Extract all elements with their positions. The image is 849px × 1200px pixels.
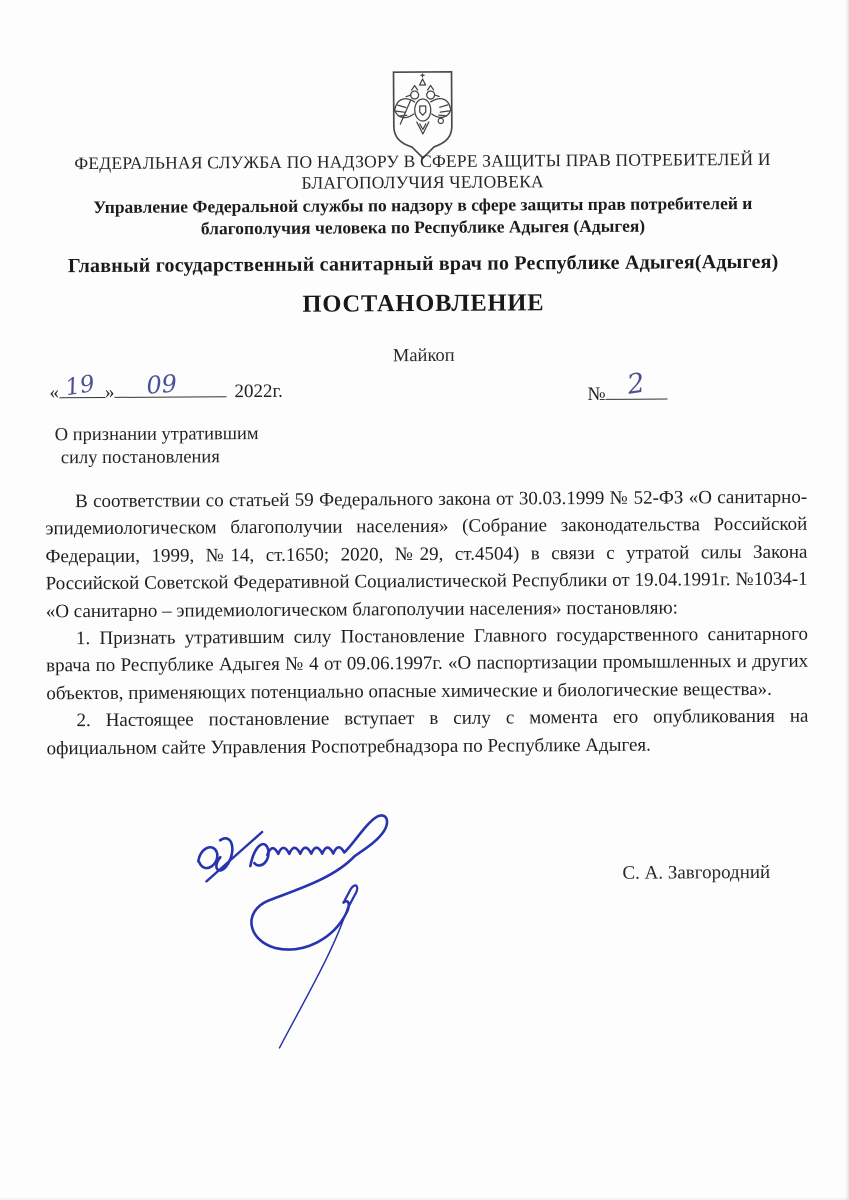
department-name-line1: Управление Федеральной службы по надзору в сфере защиты прав потребителей и xyxy=(93,192,753,218)
subject-line1: О признании утратившим xyxy=(54,424,259,446)
department-name xyxy=(0,192,848,240)
date-month-blank xyxy=(114,369,226,400)
agency-name-line1: ФЕДЕРАЛЬНАЯ СЛУЖБА ПО НАДЗОРУ В СФЕРЕ ЗАЩИТЫ ПРАВ ПОТРЕБИТЕЛЕЙ И xyxy=(74,148,771,174)
date-close-quote: » xyxy=(104,381,115,403)
document-type-title: ПОСТАНОВЛЕНИЕ xyxy=(302,289,545,318)
handwritten-day: 19 xyxy=(63,370,97,402)
signatory-name: С. А. Завгородний xyxy=(622,861,771,884)
body-paragraph-item2: 2. Настоящее постановление вступает в силу с момента его опубликования на официальном сайте Управления Роспотребнадзора по Республике Адыгея. xyxy=(46,705,809,759)
official-title: Главный государственный санитарный врач по Республике Адыгея(Адыгея) xyxy=(67,250,779,278)
signature-ink xyxy=(162,798,484,1075)
city-name: Майкоп xyxy=(392,345,455,367)
date-line xyxy=(49,369,283,404)
subject-line2: силу постановления xyxy=(60,447,220,469)
agency-name xyxy=(0,148,847,195)
handwritten-number: 2 xyxy=(625,367,647,401)
date-open-quote: « xyxy=(49,382,60,404)
number-blank xyxy=(606,367,668,401)
body-paragraph-item1: 1. Признать утратившим силу Постановление Главного государственного санитарного врача по Республике Адыгея № 4 от 09.06.1997г. «О паспортизации промышленных и других объектов, применяющих потенциально опасные химические и биологические вещества». xyxy=(46,623,809,705)
date-day-blank xyxy=(59,370,105,402)
body-paragraph-preamble: В соответствии со статьей 59 Федерального закона от 30.03.1999 № 52-ФЗ «О санитарно-эпидемиологическом благополучии населения» (Собрание законодательства Российской Федерации, 1999, №14, ст.1650; 2020, №29, ст.4504) в связи с утратой силы Закона Российской Советской Федеративной Социалистической Республики от 19.04.1991г. №1034-1 «О санитарно – эпидемиологическом благополучии населения» постановляю: xyxy=(45,486,808,622)
date-year: 2022г. xyxy=(234,380,283,403)
document-number-line xyxy=(587,367,667,406)
subject-block xyxy=(55,423,259,470)
agency-name-line2: БЛАГОПОЛУЧИЯ ЧЕЛОВЕКА xyxy=(301,171,544,193)
handwritten-month: 09 xyxy=(145,369,178,400)
department-name-line2: благополучия человека по Республике Адыгея (Адыгея) xyxy=(200,215,646,238)
body-text xyxy=(45,484,809,763)
number-label: № xyxy=(587,383,606,406)
